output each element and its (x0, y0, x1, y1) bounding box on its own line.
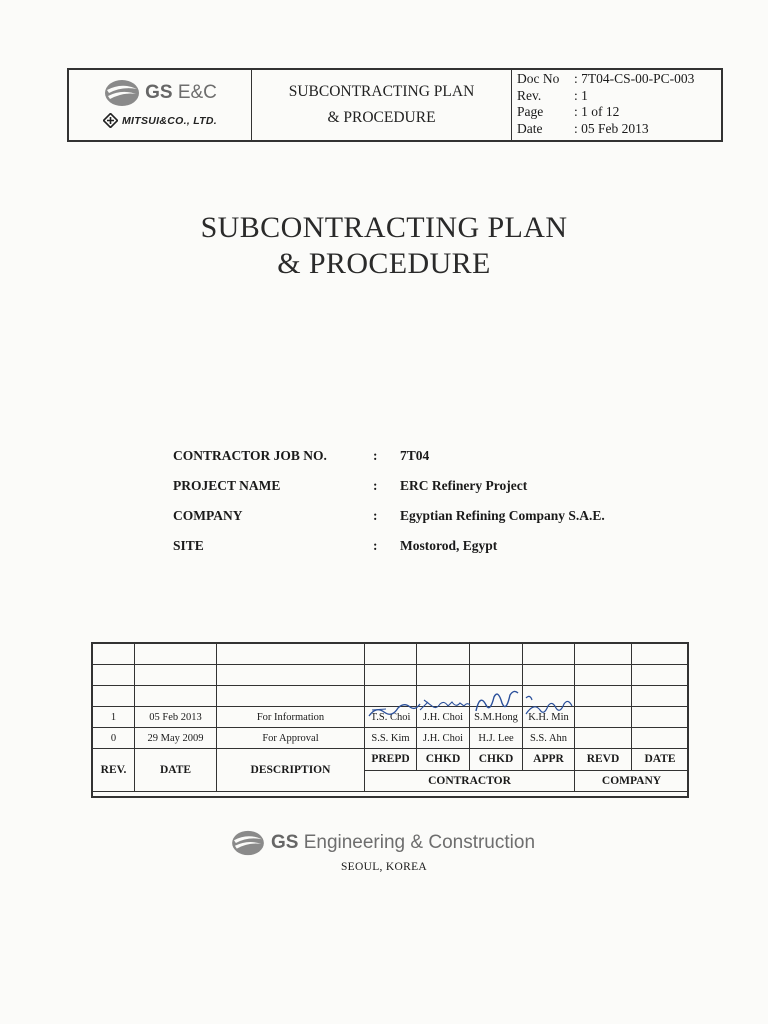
cell-prepd: S.S. Kim (365, 728, 417, 749)
meta-rev: Rev. : 1 (517, 87, 588, 103)
header-contractor: CONTRACTOR (365, 770, 575, 792)
gs-ec-logo (103, 78, 217, 108)
gs-engineering-logo (230, 829, 535, 857)
cell-prepd: T.S. Choi (365, 707, 417, 728)
table-row-empty (93, 665, 689, 686)
table-row-rev-1 (93, 707, 689, 728)
cell-rev: 1 (93, 707, 135, 728)
cell-rev: 0 (93, 728, 135, 749)
header-rev: REV. (93, 749, 135, 792)
meta-doc-no: Doc No : 7T04-CS-00-PC-003 (517, 71, 695, 86)
info-row-project-name: PROJECT NAME : ERC Refinery Project (173, 478, 528, 493)
table-row-rev-0 (93, 728, 689, 749)
mitsui-logo (103, 113, 217, 128)
info-row-job-no: CONTRACTOR JOB NO. : 7T04 (173, 448, 430, 463)
cell-date: 05 Feb 2013 (135, 707, 217, 728)
cell-revd (575, 728, 632, 749)
footer-city: SEOUL, KOREA (340, 861, 427, 873)
cell-appr: S.S. Ahn (523, 728, 575, 749)
table-header-row (93, 749, 689, 771)
header-title-line2: & PROCEDURE (327, 109, 436, 126)
header-date: DATE (135, 749, 217, 792)
main-title (0, 210, 768, 282)
main-title-line2: & PROCEDURE (277, 247, 491, 280)
header-chkd: CHKD (417, 749, 470, 771)
gs-swirl-icon (230, 829, 266, 857)
cell-chkd: J.H. Choi (417, 707, 470, 728)
cell-description: For Information (217, 707, 365, 728)
meta-page: Page : 1 of 12 (517, 104, 620, 119)
cell-date2 (632, 728, 689, 749)
footer-logo-rest: Engineering & Construction (303, 832, 536, 853)
cell-date: 29 May 2009 (135, 728, 217, 749)
table-row-empty (93, 686, 689, 707)
header-company: COMPANY (575, 770, 689, 792)
cell-appr: K.H. Min (523, 707, 575, 728)
mitsui-text: MITSUI&CO., LTD. (121, 114, 217, 127)
document-meta (512, 70, 721, 140)
cell-chkd: S.M.Hong (470, 707, 523, 728)
cell-date2 (632, 707, 689, 728)
main-title-line1: SUBCONTRACTING PLAN (200, 211, 568, 244)
header-revd: REVD (575, 749, 632, 771)
table-row-empty (93, 644, 689, 665)
cell-revd (575, 707, 632, 728)
gs-swirl-icon (103, 78, 141, 108)
document-header (67, 68, 723, 142)
cell-description: For Approval (217, 728, 365, 749)
info-row-company: COMPANY : Egyptian Refining Company S.A.E. (173, 508, 605, 523)
cell-chkd: H.J. Lee (470, 728, 523, 749)
header-title-line1: SUBCONTRACTING PLAN (288, 83, 475, 100)
footer-logo-bold: GS (270, 832, 299, 853)
mitsui-diamond-icon (103, 113, 118, 128)
company-logos (69, 70, 252, 140)
header-date2: DATE (632, 749, 689, 771)
cell-chkd: J.H. Choi (417, 728, 470, 749)
header-title (252, 70, 512, 140)
project-info (173, 448, 605, 568)
footer (0, 829, 768, 873)
header-chkd: CHKD (470, 749, 523, 771)
gs-logo-bold: GS (145, 82, 173, 103)
meta-date: Date : 05 Feb 2013 (517, 120, 649, 136)
header-description: DESCRIPTION (217, 749, 365, 792)
header-prepd: PREPD (365, 749, 417, 771)
revision-table (92, 643, 689, 792)
gs-logo-rest: E&C (177, 82, 217, 103)
header-appr: APPR (523, 749, 575, 771)
info-row-site: SITE : Mostorod, Egypt (173, 538, 498, 553)
